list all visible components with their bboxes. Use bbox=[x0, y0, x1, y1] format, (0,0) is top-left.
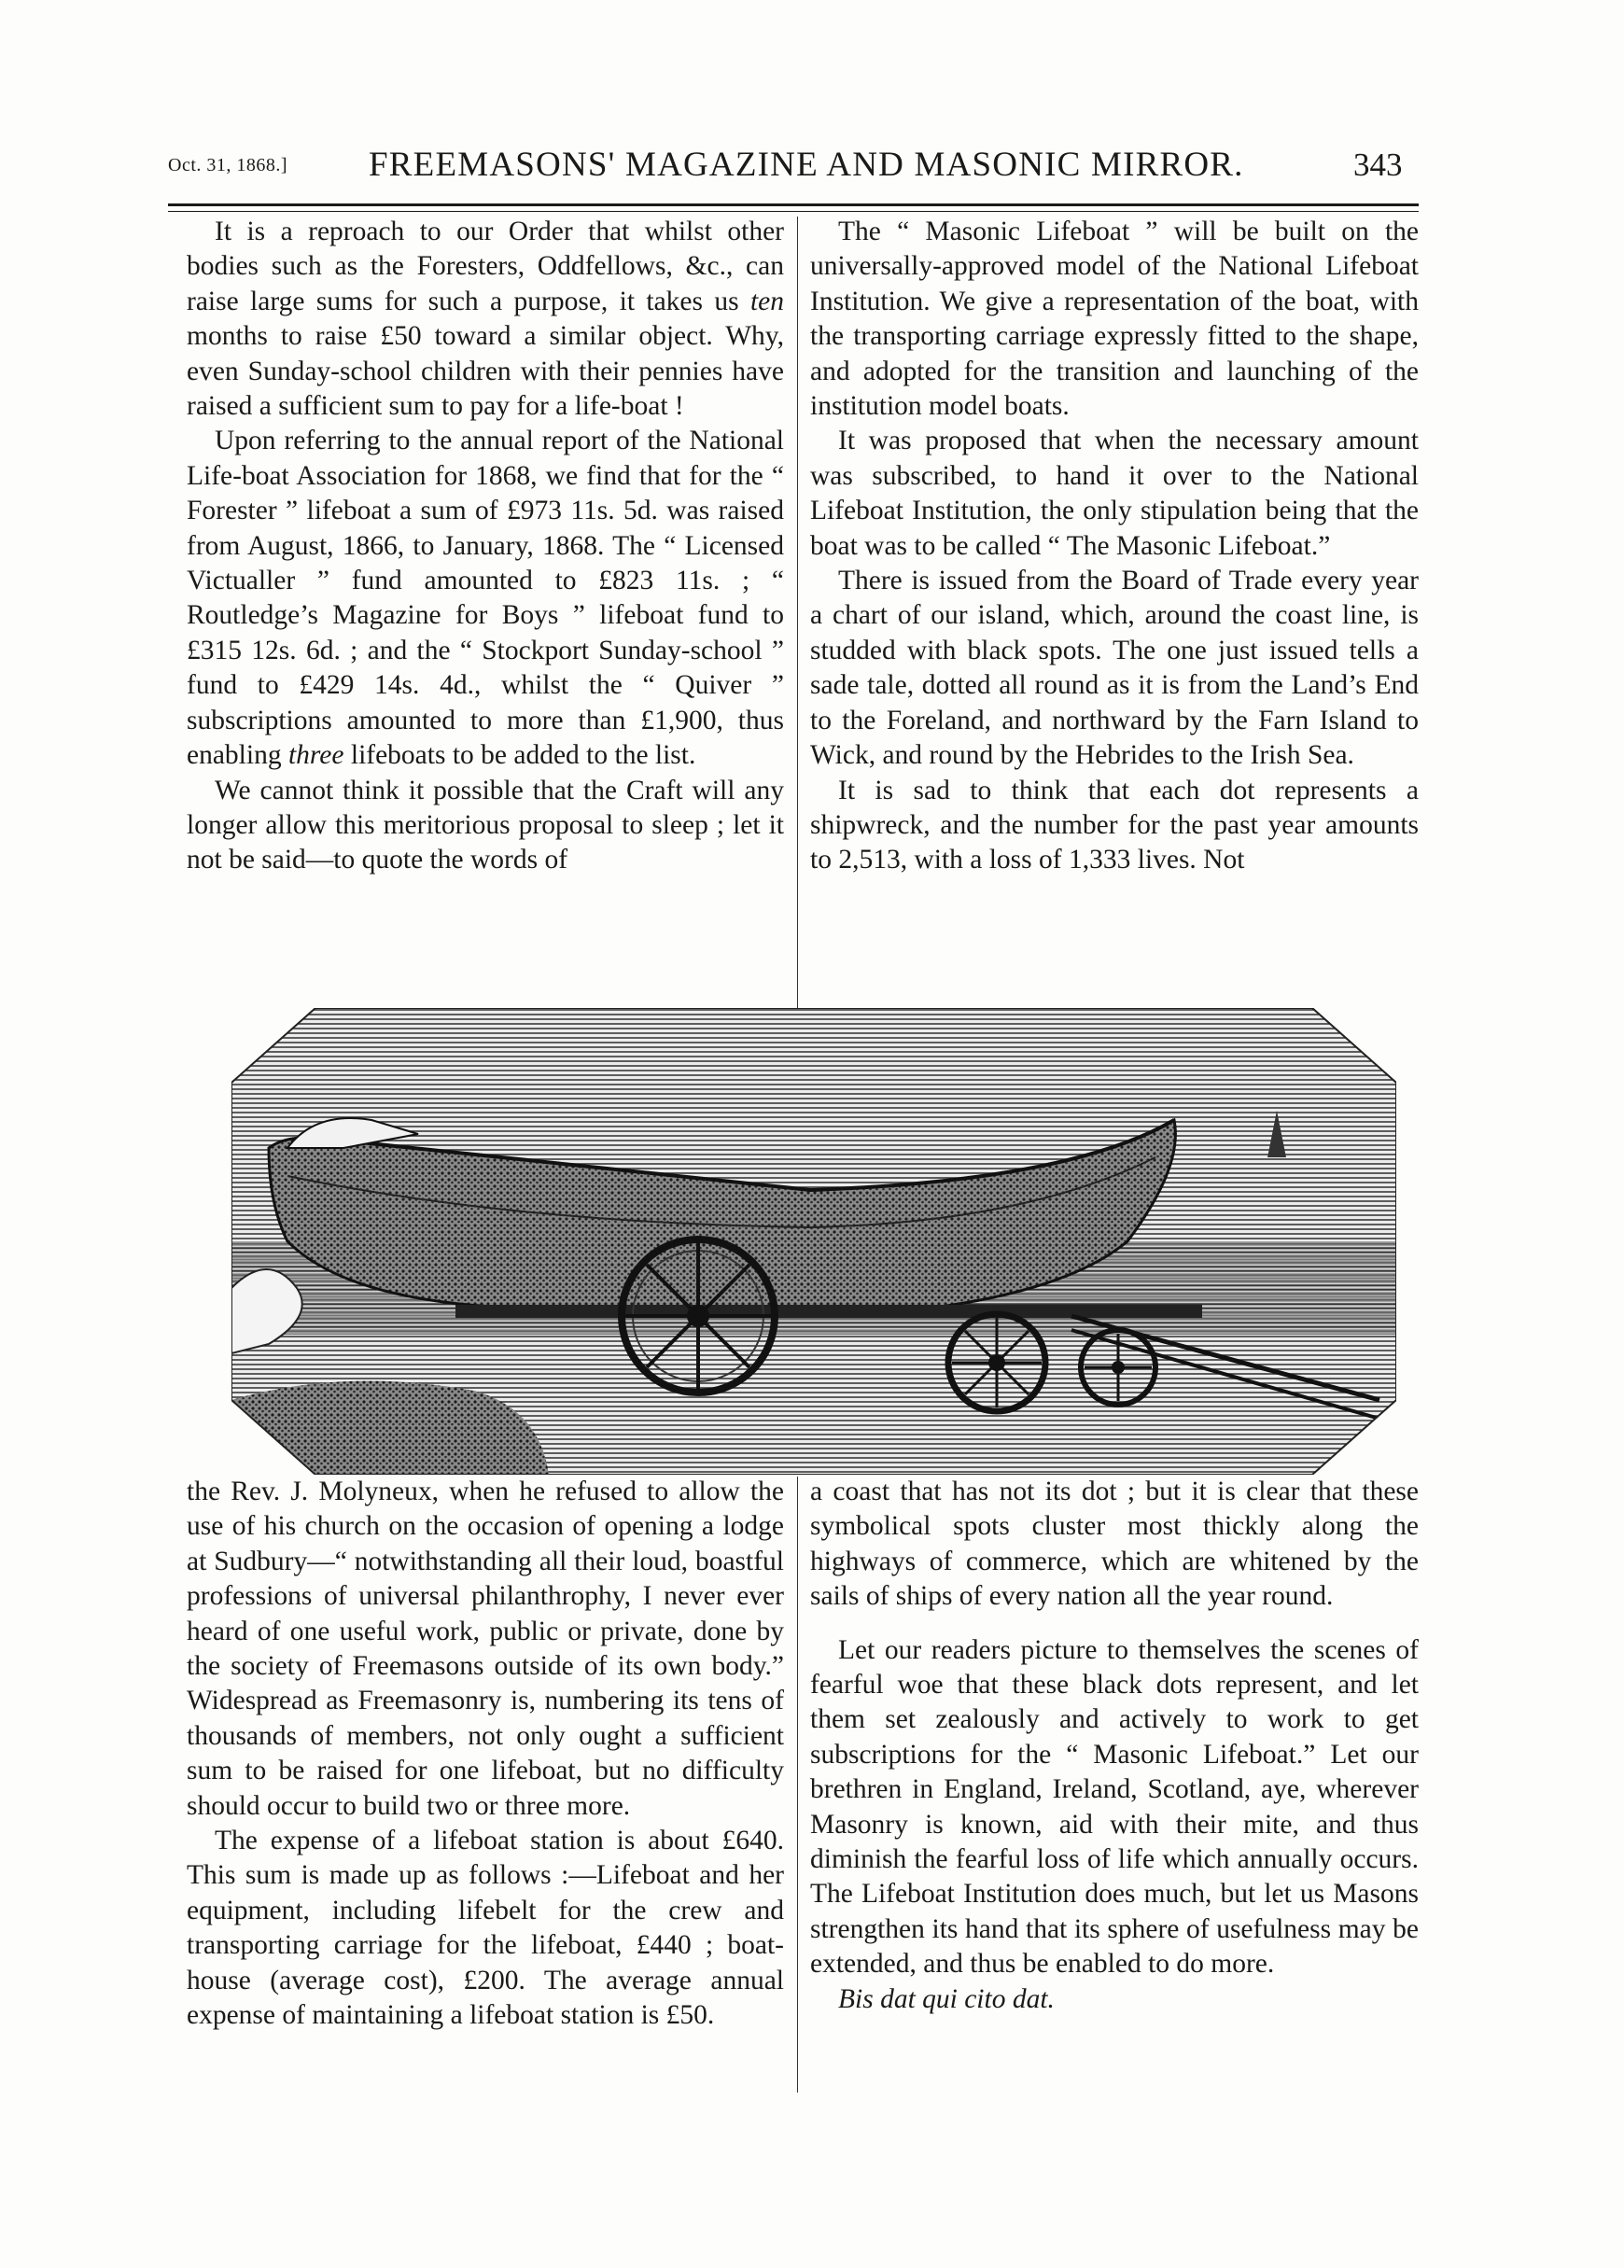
paragraph: Let our readers picture to themselves the scenes of fearful woe that these black dots represent, and let them set zealously and actively to work to get subscriptions for the “ Masonic Lifeboat.” Let our brethren in England, Ireland, Scotland, aye, wherever Masonry is known, aid with their mite, and thus diminish the fearful loss of life which annually occurs. The Lifeboat Institution does much, but let us Masons strengthen its hand that its sphere of usefulness may be extended, and thus be enabled to do more. bbox=[810, 1634, 1419, 1980]
paragraph: The “ Masonic Lifeboat ” will be built on the universally-approved model of the National Lifeboat Institution. We give a representation of the boat, with the transporting carriage expressly fitted to the shape, and adopted for the transition and launching of the institution model boats. bbox=[810, 217, 1419, 422]
paragraph: It is sad to think that each dot represents a shipwreck, and the number for the past year amounts to 2,513, with a loss of 1,333 lives. Not bbox=[810, 775, 1419, 875]
issue-date: Oct. 31, 1868.] bbox=[168, 155, 288, 175]
carriage-wheel-large bbox=[622, 1239, 775, 1393]
column-divider-top bbox=[797, 217, 798, 1008]
paragraph: We cannot think it possible that the Craft will any longer allow this meritorious proposal to sleep ; let it not be said—to quote the words of bbox=[187, 775, 784, 875]
carriage-wheel-small bbox=[948, 1314, 1045, 1411]
text-run: It is a reproach to our Order that whilst other bodies such as the Foresters, Oddfellows, &c., can raise large sums for such a purpose, it takes us bbox=[187, 217, 784, 316]
article-column-left-upper bbox=[187, 215, 784, 1010]
text-run: Upon referring to the annual report of the National Life-boat Association for 1868, we find that for the “ Forester ” lifeboat a sum of £973 11s. 5d. was raised from August, 1866, to January, 1868. The “ Licensed Victualler ” fund amounted to £823 11s. ; “ Routledge’s Magazine for Boys ” lifeboat fund to £315 12s. 6d. ; and the “ Stockport Sunday-school ” fund to £429 14s. 4d., whilst the “ Quiver ” subscriptions amounted to more than £1,900, thus enabling bbox=[187, 426, 784, 771]
article-column-left-lower bbox=[187, 1475, 784, 2128]
paragraph: There is issued from the Board of Trade every year a chart of our island, which, around the coast line, is studded with black spots. The one just issued tells a sade tale, dotted all round as it is from the Land’s End to the Foreland, and northward by the Farn Island to Wick, and round by the Hebrides to the Irish Sea. bbox=[810, 566, 1419, 771]
page-number: 343 bbox=[1353, 147, 1403, 183]
header-rule-thick bbox=[168, 203, 1419, 206]
carriage-beam bbox=[455, 1305, 1202, 1318]
article-column-right-lower bbox=[810, 1475, 1419, 2128]
article-column-right-upper bbox=[810, 215, 1419, 1010]
paragraph: It was proposed that when the necessary amount was subscribed, to hand it over to the National Lifeboat Institution, the only stipulation being that the boat was to be called “ The Masonic Lifeboat.” bbox=[810, 426, 1419, 561]
lifeboat-engraving-icon bbox=[231, 1008, 1396, 1475]
paragraph bbox=[187, 215, 784, 424]
paragraph: the Rev. J. Molyneux, when he refused to allow the use of his church on the occasion of opening a lodge at Sudbury—“ notwithstanding all their loud, boastful professions of universal philanthrophy, I never ever heard of one useful work, public or private, done by the society of Freemasons outside of its own body.” Widespread as Freemasonry is, numbering its tens of thousands of members, not only ought a sufficient sum to be raised for one lifeboat, but no difficulty should occur to build two or three more. bbox=[187, 1477, 784, 1821]
header-rule-thin bbox=[168, 211, 1419, 212]
paragraph: The expense of a lifeboat station is about £640. This sum is made up as follows :—Lifeboat and her equipment, including lifebelt for the crew and transporting carriage for the lifeboat, £440 ; boat-house (average cost), £200. The average annual expense of maintaining a lifeboat station is £50. bbox=[187, 1826, 784, 2031]
paragraph bbox=[187, 424, 784, 773]
masthead-title: FREEMASONS' MAGAZINE AND MASONIC MIRROR. bbox=[369, 146, 1244, 184]
emphasis-text: three bbox=[287, 740, 344, 771]
latin-motto: Bis dat qui cito dat. bbox=[838, 1983, 1055, 2014]
column-divider-bottom bbox=[797, 1477, 798, 2093]
paragraph: a coast that has not its dot ; but it is clear that these symbolical spots cluster most thickly along the highways of commerce, which are whitened by the sails of ships of every nation all the year round. bbox=[810, 1477, 1419, 1612]
text-run: lifeboats to be added to the list. bbox=[343, 740, 696, 771]
text-run: months to raise £50 toward a similar object. Why, even Sunday-school children with their pennies have raised a sufficient sum to pay for a life-boat ! bbox=[187, 321, 784, 422]
emphasis-text: ten bbox=[749, 286, 784, 316]
carriage-wheel-rear bbox=[1081, 1330, 1155, 1405]
